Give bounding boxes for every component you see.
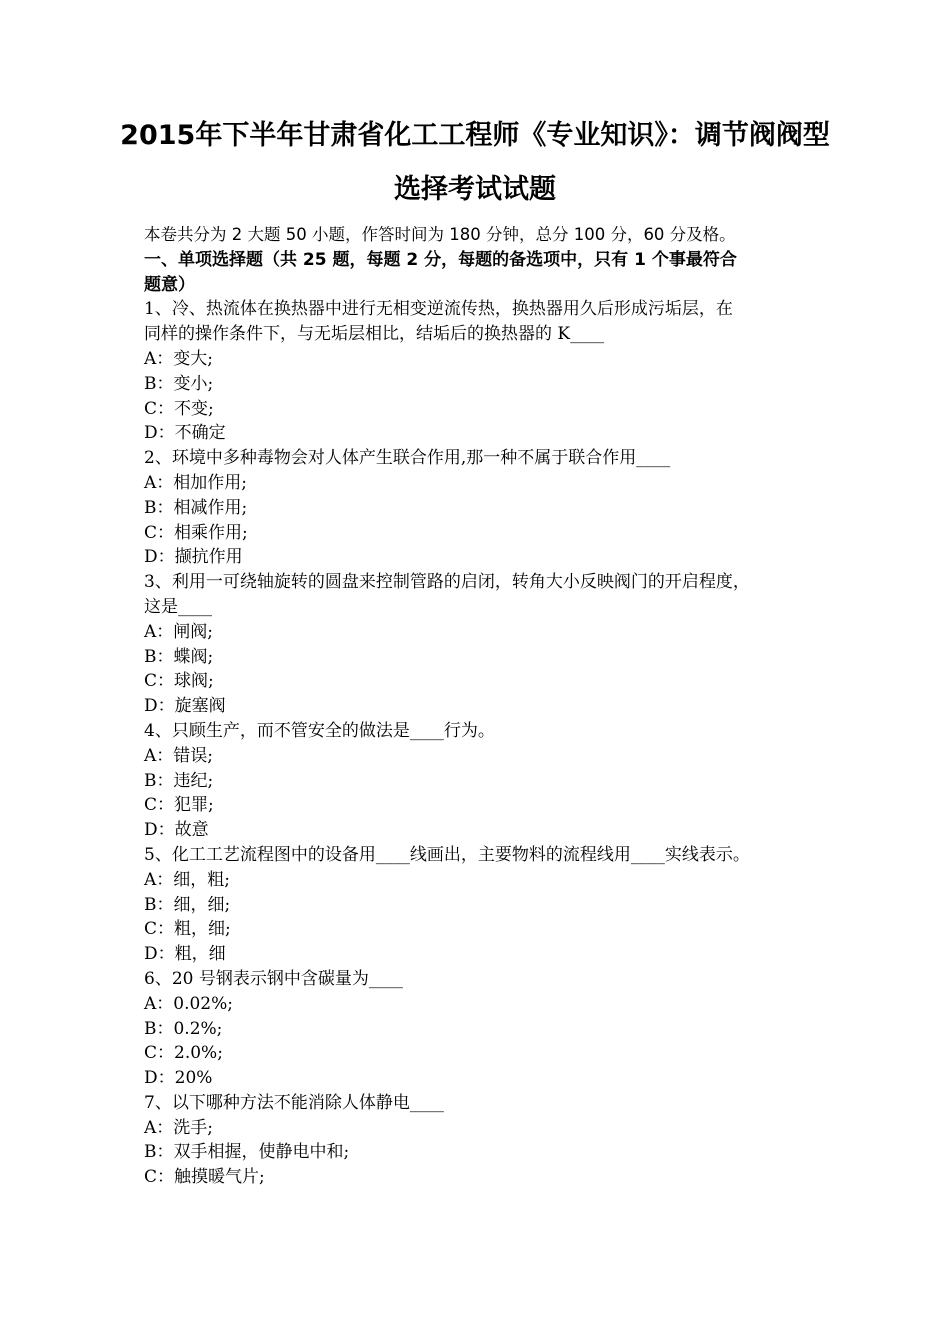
answer-option: C：犯罪; (144, 795, 214, 816)
section-heading-line-1: 一、单项选择题（共 25 题，每题 2 分，每题的备选项中，只有 1 个事最符合 (144, 249, 737, 270)
answer-option: D：20% (144, 1068, 213, 1089)
answer-option: C：球阀; (144, 671, 214, 692)
answer-option: A：0.02%; (144, 993, 234, 1014)
question-item (144, 446, 816, 570)
question-item (144, 297, 816, 446)
answer-option: A：错误; (144, 745, 214, 766)
question-text: 5、化工工艺流程图中的设备用____线画出，主要物料的流程线用____实线表示。 (144, 844, 750, 865)
answer-option: D：粗，细 (144, 944, 226, 965)
answer-option: A：相加作用; (144, 472, 248, 493)
answer-option: B：0.2%; (144, 1018, 223, 1039)
document-title-line-2: 选择考试试题 (394, 174, 556, 205)
answer-option: B：蝶阀; (144, 646, 214, 667)
answer-option: A：细，粗; (144, 869, 231, 890)
question-text: 3、利用一可绕轴旋转的圆盘来控制管路的启闭，转角大小反映阀门的开启程度， (144, 572, 750, 593)
question-text: 1、冷、热流体在换热器中进行无相变逆流传热，换热器用久后形成污垢层，在 (144, 299, 733, 320)
answer-option: A：闸阀; (144, 621, 214, 642)
question-text: 6、20 号钢表示钢中含碳量为____ (144, 968, 403, 989)
document-body (144, 223, 816, 1190)
answer-option: A：洗手; (144, 1117, 214, 1138)
answer-option: B：双手相握，使静电中和; (144, 1142, 350, 1163)
answer-option: A：变大; (144, 348, 214, 369)
question-item (144, 1091, 816, 1190)
answer-option: C：2.0%; (144, 1043, 223, 1064)
answer-option: C：触摸暖气片; (144, 1167, 265, 1188)
answer-option: C：粗，细; (144, 919, 231, 940)
question-text: 7、以下哪种方法不能消除人体静电____ (144, 1092, 444, 1113)
answer-option: B：变小; (144, 373, 214, 394)
section-heading-line-2: 题意） (144, 274, 195, 295)
question-item (144, 719, 816, 843)
answer-option: C：不变; (144, 398, 214, 419)
answer-option: C：相乘作用; (144, 522, 248, 543)
exam-intro: 本卷共分为 2 大题 50 小题，作答时间为 180 分钟，总分 100 分，60 分及格。 (144, 225, 736, 244)
question-text: 2、环境中多种毒物会对人体产生联合作用,那一种不属于联合作用____ (144, 448, 671, 469)
question-text: 这是____ (144, 596, 212, 617)
answer-option: D：故意 (144, 820, 209, 841)
question-item (144, 570, 816, 719)
answer-option: B：相减作用; (144, 497, 248, 518)
answer-option: D：撷抗作用 (144, 547, 243, 568)
answer-option: B：细，细; (144, 894, 231, 915)
question-list (144, 297, 816, 1190)
question-item (144, 967, 816, 1091)
document-title-line-1: 2015年下半年甘肃省化工工程师《专业知识》：调节阀阀型 (120, 120, 830, 151)
answer-option: B：违纪; (144, 770, 214, 791)
answer-option: D：不确定 (144, 423, 226, 444)
question-text: 4、只顾生产，而不管安全的做法是____行为。 (144, 720, 495, 741)
question-item (144, 843, 816, 967)
answer-option: D：旋塞阀 (144, 696, 226, 717)
question-text: 同样的操作条件下，与无垢层相比，结垢后的换热器的 K____ (144, 324, 605, 345)
